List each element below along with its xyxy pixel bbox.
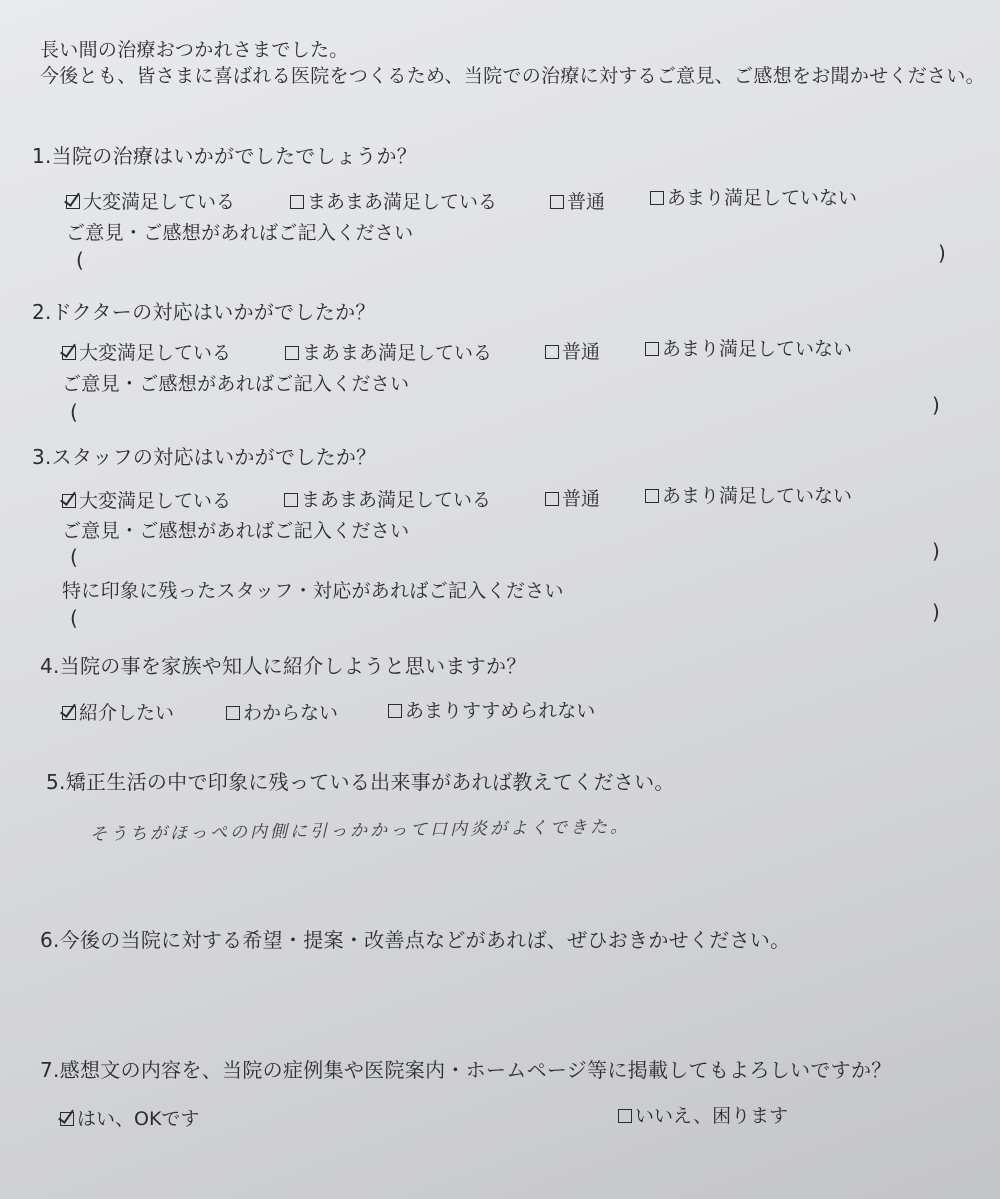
q2-comment-paren-open[interactable]: ( [70, 400, 78, 424]
checkbox-checked[interactable] [60, 1112, 74, 1126]
q3-option-very-satisfied[interactable]: 大変満足している [62, 486, 231, 513]
q3-title: 3.スタッフの対応はいかがでしたか？ [32, 445, 377, 469]
checkbox[interactable] [545, 492, 559, 506]
q3-option-not-satisfied[interactable]: あまり満足していない [645, 481, 852, 508]
checkbox[interactable] [545, 345, 559, 359]
q1-option-somewhat-satisfied[interactable]: まあまあ満足している [290, 187, 497, 214]
q3-comment-paren-open[interactable]: ( [70, 545, 78, 569]
q3-option-normal[interactable]: 普通 [545, 484, 600, 511]
q5-handwritten-answer: そうちがほっぺの内側に引っかかって口内炎がよくできた。 [89, 817, 631, 845]
intro-line-2: 今後とも、皆さまに喜ばれる医院をつくるため、当院での治療に対するご意見、ご感想をお聞かせください。 [40, 65, 985, 87]
checkbox[interactable] [284, 493, 298, 507]
checkbox[interactable] [285, 346, 299, 360]
q2-title: 2.ドクターの対応はいかがでしたか？ [32, 300, 376, 324]
checkbox[interactable] [388, 704, 402, 718]
q1-option-very-satisfied[interactable]: 大変満足している [66, 187, 235, 214]
q1-option-normal[interactable]: 普通 [550, 187, 605, 214]
checkbox-checked[interactable] [62, 494, 76, 508]
q3-comment-prompt: ご意見・ご感想があればご記入ください [62, 520, 410, 542]
q1-comment-paren-close: ) [938, 241, 946, 265]
q2-comment-prompt: ご意見・ご感想があればご記入ください [62, 373, 410, 395]
q1-title: 1.当院の治療はいかがでしたでしょうか？ [32, 144, 418, 168]
q3-staff-paren-close: ) [932, 600, 940, 624]
q6-title: 6.今後の当院に対する希望・提案・改善点などがあれば、ぜひおきかせください。 [40, 928, 791, 952]
checkbox-checked[interactable] [62, 346, 76, 360]
q3-staff-paren-open[interactable]: ( [70, 606, 78, 630]
q3-option-somewhat-satisfied[interactable]: まあまあ満足している [284, 485, 491, 512]
q7-option-yes[interactable]: はい、OKです [60, 1104, 199, 1131]
checkbox[interactable] [645, 342, 659, 356]
q3-comment-paren-close: ) [932, 539, 940, 563]
intro-line-1: 長い間の治療おつかれさまでした。 [40, 39, 349, 61]
q4-option-not-recommend[interactable]: あまりすすめられない [388, 696, 595, 723]
q1-comment-prompt: ご意見・ご感想があればご記入ください [66, 222, 414, 244]
q7-title: 7.感想文の内容を、当院の症例集や医院案内・ホームページ等に掲載してもよろしいですか？ [40, 1058, 892, 1082]
checkbox-checked[interactable] [62, 706, 76, 720]
checkbox[interactable] [618, 1109, 632, 1123]
checkbox[interactable] [650, 191, 664, 205]
q1-comment-paren-open[interactable]: ( [76, 248, 84, 272]
q5-title: 5.矯正生活の中で印象に残っている出来事があれば教えてください。 [46, 770, 675, 794]
checkbox[interactable] [290, 195, 304, 209]
q1-option-not-satisfied[interactable]: あまり満足していない [650, 183, 857, 210]
q4-title: 4.当院の事を家族や知人に紹介しようと思いますか？ [40, 654, 527, 678]
q7-option-no[interactable]: いいえ、困ります [618, 1101, 788, 1128]
q2-option-somewhat-satisfied[interactable]: まあまあ満足している [285, 338, 492, 365]
checkbox[interactable] [550, 195, 564, 209]
q2-comment-paren-close: ) [932, 393, 940, 417]
checkbox[interactable] [645, 489, 659, 503]
q2-option-normal[interactable]: 普通 [545, 337, 600, 364]
checkbox-checked[interactable] [66, 195, 80, 209]
checkbox[interactable] [226, 706, 240, 720]
q2-option-not-satisfied[interactable]: あまり満足していない [645, 334, 852, 361]
q3-staff-prompt: 特に印象に残ったスタッフ・対応があればご記入ください [62, 580, 564, 602]
q4-option-recommend[interactable]: 紹介したい [62, 698, 174, 725]
q4-option-unsure[interactable]: わからない [226, 698, 338, 725]
q2-option-very-satisfied[interactable]: 大変満足している [62, 338, 231, 365]
